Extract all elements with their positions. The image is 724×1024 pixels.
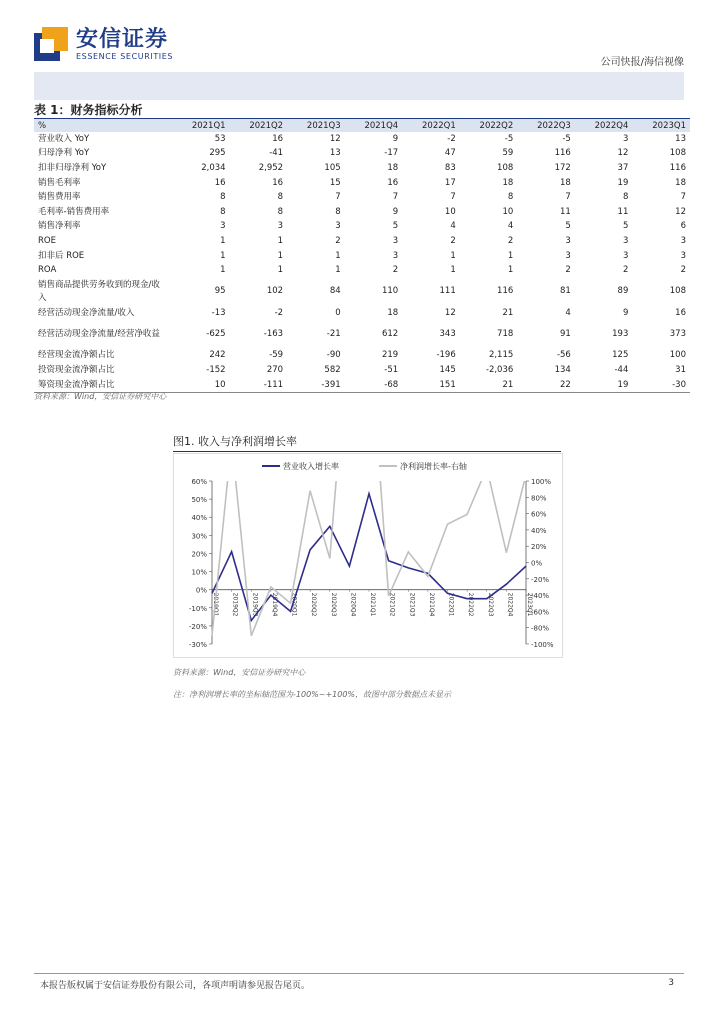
table-cell: -2 [274, 307, 284, 318]
table-cell: 5 [622, 221, 629, 232]
row-label: 筹资现金流净额占比 [34, 378, 172, 393]
table-cell: -21 [326, 329, 341, 340]
right-tick-label: 40% [531, 526, 547, 535]
table-cell: 2,952 [258, 162, 284, 173]
table-cell: 7 [565, 192, 571, 203]
table-cell: 1 [335, 250, 341, 261]
table-row [34, 306, 690, 321]
row-label: ROA [38, 265, 57, 276]
table-cell: 10 [444, 206, 456, 217]
table-column-header: 2021Q3 [287, 119, 345, 133]
table-cell: 16 [387, 177, 399, 188]
table-cell: 108 [669, 148, 686, 159]
table-cell: 1 [335, 265, 341, 276]
table-cell: 9 [622, 307, 629, 318]
table-cell: 2 [622, 265, 629, 276]
table-cell: -152 [206, 364, 226, 375]
x-tick-label: 2022Q4 [506, 592, 514, 617]
x-tick-label: 2021Q3 [408, 592, 416, 617]
table-cell: 19 [575, 378, 633, 393]
footer-rule [34, 973, 684, 974]
x-tick-label: 2022Q1 [447, 592, 455, 617]
growth-chart-svg [174, 454, 562, 657]
table-cell: 3 [680, 250, 686, 261]
x-tick-label: 2019Q4 [270, 592, 278, 617]
table-cell: 4 [450, 221, 456, 232]
right-tick-label: -20% [531, 575, 550, 584]
table-cell: 3 [622, 235, 629, 246]
table-cell: -59 [269, 350, 284, 361]
table-cell: 3 [622, 133, 629, 144]
table-cell: 3 [335, 221, 341, 232]
table-column-header: 2022Q1 [402, 119, 460, 133]
right-tick-label: -100% [531, 641, 554, 649]
right-tick-label: 60% [531, 510, 547, 519]
table-row [34, 147, 690, 162]
table-cell: 2 [565, 265, 571, 276]
table-cell: 1 [277, 265, 284, 276]
table-cell: 3 [220, 221, 226, 232]
table-cell: 111 [439, 286, 456, 297]
logo-en: ESSENCE SECURITIES [76, 51, 174, 61]
figure-note: 注：净利润增长率的坐标轴范围为-100%~+100%，故图中部分数据点未显示 [173, 690, 452, 699]
table-row [34, 249, 690, 264]
table-cell: 12 [444, 307, 456, 318]
table-column-header: 2022Q4 [575, 119, 633, 133]
table-cell: 4 [507, 221, 514, 232]
right-tick-label: 0% [531, 559, 543, 568]
row-label: 销售毛利率 [38, 177, 81, 188]
table-cell: 2,034 [201, 162, 226, 173]
x-tick-label: 2023Q1 [526, 592, 533, 617]
table-cell: 4 [565, 307, 571, 318]
table-cell: 31 [675, 364, 686, 375]
table-cell: 11 [560, 206, 571, 217]
table-cell: -13 [211, 307, 226, 318]
x-tick-label: 2020Q4 [349, 592, 357, 617]
table-cell: -391 [287, 378, 345, 393]
table-cell: 12 [675, 206, 686, 217]
table-cell: 83 [444, 162, 456, 173]
table-cell: 242 [209, 350, 226, 361]
table-row [34, 278, 690, 306]
table-cell: 3 [392, 235, 399, 246]
legend-label: 营业收入增长率 [283, 462, 339, 471]
table-cell: -625 [206, 329, 226, 340]
table-cell: 1 [220, 265, 226, 276]
table-cell: 7 [680, 192, 686, 203]
table-row [34, 321, 690, 349]
table-row [34, 363, 690, 378]
x-tick-label: 2022Q3 [486, 592, 494, 617]
left-tick-label: -30% [188, 641, 207, 649]
table-row [34, 349, 690, 364]
table-cell: 373 [669, 329, 686, 340]
table-cell: 1 [507, 250, 514, 261]
x-tick-label: 2022Q2 [467, 592, 475, 617]
x-tick-label: 2021Q2 [388, 592, 396, 617]
table-cell: -51 [384, 364, 399, 375]
table-cell: 110 [381, 286, 399, 297]
table-cell: 612 [381, 329, 399, 340]
table-cell: 2 [507, 235, 514, 246]
table-cell: -44 [614, 364, 629, 375]
table-cell: 13 [675, 133, 686, 144]
row-label: 扣非归母净利 YoY [38, 162, 107, 173]
table-cell: 0 [335, 307, 341, 318]
table-cell: 151 [402, 378, 460, 393]
table-cell: 5 [392, 221, 399, 232]
table-cell: -196 [436, 350, 456, 361]
table-cell: 9 [392, 206, 399, 217]
table-cell: 116 [497, 286, 514, 297]
table-cell: 18 [502, 177, 514, 188]
table-cell: 53 [214, 133, 226, 144]
table-cell: 21 [460, 378, 518, 393]
table-cell: 8 [507, 192, 514, 203]
row-label: 经营现金流净额占比 [38, 350, 115, 361]
table-cell: 91 [560, 329, 571, 340]
left-tick-label: -10% [188, 604, 207, 613]
table-cell: 3 [277, 221, 284, 232]
table-cell: 6 [680, 221, 686, 232]
left-tick-label: 10% [191, 568, 207, 577]
left-tick-label: 60% [191, 478, 207, 486]
table-cell: -41 [269, 148, 284, 159]
table-cell: 5 [565, 221, 571, 232]
left-tick-label: 50% [191, 496, 207, 505]
x-tick-label: 2021Q1 [369, 592, 376, 617]
row-label: 扣非后 ROE [38, 250, 85, 261]
table-cell: 9 [392, 133, 399, 144]
document-type: 公司快报/海信视像 [600, 57, 684, 68]
table-column-header: 2021Q1 [172, 119, 230, 133]
table-cell: 582 [324, 364, 341, 375]
table-cell: 3 [680, 235, 686, 246]
header-bar [34, 72, 684, 100]
table-cell: 1 [277, 235, 284, 246]
right-tick-label: 100% [531, 478, 552, 486]
table-cell: -17 [384, 148, 399, 159]
table-cell: 8 [220, 192, 226, 203]
growth-chart [173, 453, 563, 658]
table-cell: 47 [444, 148, 456, 159]
row-label: 销售商品提供劳务收到的现金/收入 [38, 279, 160, 303]
table-cell: 3 [565, 235, 571, 246]
row-label: 经营活动现金净流量/收入 [38, 307, 135, 318]
table-cell: 21 [502, 307, 514, 318]
table-cell: 22 [517, 378, 575, 393]
table-cell: 2 [392, 265, 399, 276]
table-cell: 59 [502, 148, 514, 159]
table-column-header: 2022Q3 [517, 119, 575, 133]
row-label: 归母净利 YoY [38, 148, 90, 159]
table-row [34, 234, 690, 249]
table-cell: 12 [329, 133, 341, 144]
table-cell: 108 [497, 162, 514, 173]
table-cell: 18 [675, 177, 686, 188]
table-cell: 11 [617, 206, 629, 217]
right-tick-label: 20% [531, 543, 547, 552]
table-row [34, 220, 690, 235]
table-column-header: 2021Q2 [230, 119, 288, 133]
row-label: 营业收入 YoY [38, 133, 90, 144]
x-tick-label: 2019Q3 [251, 592, 259, 617]
left-tick-label: 20% [191, 550, 207, 559]
table-cell: -2,036 [485, 364, 514, 375]
table-cell: 1 [507, 265, 514, 276]
row-label: 销售净利率 [38, 221, 81, 232]
logo-cn: 安信证券 [76, 26, 169, 52]
table-cell: 37 [617, 162, 629, 173]
table-cell: 12 [617, 148, 629, 159]
table-cell: 343 [439, 329, 456, 340]
table-cell: 1 [220, 250, 226, 261]
right-tick-label: -60% [531, 608, 550, 617]
table-cell: 8 [220, 206, 226, 217]
table-cell: 1 [450, 265, 456, 276]
right-tick-label: 80% [531, 494, 547, 503]
table-cell: 2 [335, 235, 341, 246]
table-cell: 1 [220, 235, 226, 246]
table-cell: 102 [266, 286, 284, 297]
table-cell: 18 [387, 162, 399, 173]
table-cell: 10 [502, 206, 514, 217]
figure-title: 图1. 收入与净利润增长率 [173, 435, 297, 448]
table-cell: 95 [214, 286, 226, 297]
table-cell: 295 [209, 148, 226, 159]
table-cell: 2,115 [488, 350, 514, 361]
table-cell: 13 [329, 148, 341, 159]
x-tick-label: 2020Q1 [290, 592, 298, 617]
row-label: 投资现金流净额占比 [38, 364, 115, 375]
table-cell: 7 [392, 192, 399, 203]
table-unit-header: % [34, 119, 172, 133]
table-row [34, 176, 690, 191]
table-cell: 116 [554, 148, 571, 159]
x-tick-label: 2020Q3 [329, 592, 337, 617]
right-tick-label: -80% [531, 624, 550, 633]
table-cell: -56 [556, 350, 571, 361]
table-cell: 219 [381, 350, 399, 361]
table-cell: 105 [324, 162, 341, 173]
table-column-header: 2022Q2 [460, 119, 518, 133]
table-row [34, 190, 690, 205]
table-cell: 145 [439, 364, 456, 375]
table-cell: 270 [266, 364, 284, 375]
table-cell: 10 [172, 378, 230, 393]
left-tick-label: 0% [195, 586, 207, 595]
table-cell: 19 [617, 177, 629, 188]
table-cell: -30 [632, 378, 690, 393]
left-tick-label: -20% [188, 622, 207, 631]
table-cell: 718 [497, 329, 514, 340]
table-cell: 7 [450, 192, 456, 203]
table-cell: -5 [504, 133, 514, 144]
table-column-header: 2021Q4 [345, 119, 403, 133]
table-header-row [34, 119, 690, 133]
table-source: 资料来源：Wind，安信证券研究中心 [34, 392, 167, 401]
table-cell: 172 [554, 162, 571, 173]
row-label: ROE [38, 235, 56, 246]
right-tick-label: -40% [531, 592, 550, 601]
table-column-header: 2023Q1 [632, 119, 690, 133]
table-cell: 16 [214, 177, 226, 188]
table-cell: 1 [277, 250, 284, 261]
x-tick-label: 2021Q4 [427, 592, 435, 617]
table-cell: 116 [669, 162, 686, 173]
table-cell: -111 [230, 378, 288, 393]
left-tick-label: 30% [191, 532, 207, 541]
figure-source: 资料来源：Wind，安信证券研究中心 [173, 668, 306, 677]
page-number: 3 [668, 978, 674, 988]
table-cell: -163 [263, 329, 284, 340]
x-tick-label: 2020Q2 [310, 592, 318, 617]
table-cell: 125 [612, 350, 629, 361]
table-cell: 8 [277, 192, 284, 203]
table-cell: 17 [444, 177, 456, 188]
x-tick-label: 2019Q2 [231, 592, 239, 617]
table-cell: 18 [560, 177, 571, 188]
table-cell: 3 [622, 250, 629, 261]
company-logo [34, 27, 173, 61]
table-cell: 134 [554, 364, 571, 375]
table-row [34, 161, 690, 176]
table-cell: -90 [326, 350, 341, 361]
table-cell: -5 [562, 133, 571, 144]
table-cell: 2 [680, 265, 686, 276]
row-label: 销售费用率 [38, 192, 81, 203]
table-cell: 108 [669, 286, 686, 297]
financial-table [34, 118, 690, 393]
table-cell: 3 [392, 250, 399, 261]
logo-icon [34, 27, 68, 61]
table-cell: 7 [335, 192, 341, 203]
table-cell: 1 [450, 250, 456, 261]
table-cell: -2 [447, 133, 456, 144]
table-cell: -68 [345, 378, 403, 393]
table-cell: 16 [675, 307, 686, 318]
legend-label: 净利润增长率-右轴 [400, 462, 467, 471]
table-row [34, 263, 690, 278]
figure-title-rule [173, 451, 561, 452]
table-row [34, 205, 690, 220]
x-tick-label: 2019Q1 [212, 592, 219, 617]
table-cell: 16 [272, 133, 284, 144]
table-cell: 81 [560, 286, 571, 297]
table-cell: 100 [669, 350, 686, 361]
table-cell: 89 [617, 286, 629, 297]
table-cell: 84 [329, 286, 341, 297]
row-label: 经营活动现金净流量/经营净收益 [38, 329, 160, 340]
table-title: 表 1：财务指标分析 [34, 103, 143, 117]
table-cell: 16 [272, 177, 284, 188]
table-cell: 18 [387, 307, 399, 318]
table-cell: 8 [277, 206, 284, 217]
table-cell: 193 [612, 329, 629, 340]
left-tick-label: 40% [191, 514, 207, 523]
row-label: 毛利率-销售费用率 [38, 206, 110, 217]
table-cell: 15 [329, 177, 341, 188]
table-cell: 3 [565, 250, 571, 261]
table-row [34, 132, 690, 147]
table-cell: 2 [450, 235, 456, 246]
table-cell: 8 [335, 206, 341, 217]
footer-disclaimer: 本报告版权属于安信证券股份有限公司，各项声明请参见报告尾页。 [40, 981, 311, 991]
table-cell: 8 [622, 192, 629, 203]
